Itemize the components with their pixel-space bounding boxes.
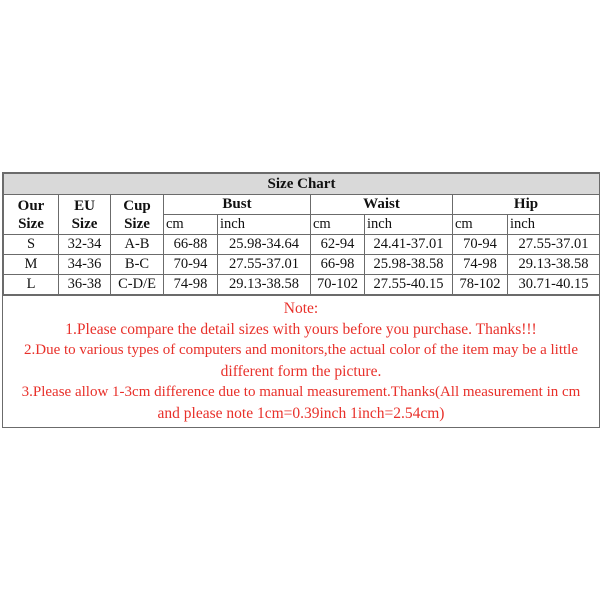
size-chart <box>2 172 600 428</box>
cell-waist-cm: 70-102 <box>311 275 365 295</box>
size-table <box>3 173 600 295</box>
header-bust: Bust <box>164 195 311 215</box>
cell-size: M <box>4 255 59 275</box>
note-line: 3.Please allow 1-3cm difference due to manual measurement.Thanks(All measurement in cm <box>21 384 581 400</box>
cell-hip-inch: 30.71-40.15 <box>508 275 600 295</box>
chart-title: Size Chart <box>4 174 600 195</box>
header-eu-line1: EU <box>74 197 95 214</box>
table-row <box>4 235 600 255</box>
header-eu-line2: Size <box>71 215 98 232</box>
cell-bust-inch: 29.13-38.58 <box>218 275 311 295</box>
cell-size: S <box>4 235 59 255</box>
cell-cup: A-B <box>111 235 164 255</box>
header-cup-size <box>111 195 164 235</box>
cell-size: L <box>4 275 59 295</box>
header-hip: Hip <box>453 195 600 215</box>
note-line: 1.Please compare the detail sizes with yours before you purchase. Thanks!!! <box>65 321 537 338</box>
subheader-bust-cm: cm <box>164 215 218 235</box>
table-row <box>4 255 600 275</box>
header-our-line2: Size <box>18 215 44 232</box>
table-row <box>4 275 600 295</box>
cell-eu: 34-36 <box>59 255 111 275</box>
cell-waist-cm: 62-94 <box>311 235 365 255</box>
cell-hip-cm: 74-98 <box>453 255 508 275</box>
header-cup-line1: Cup <box>123 197 151 214</box>
cell-hip-cm: 78-102 <box>453 275 508 295</box>
cell-waist-inch: 25.98-38.58 <box>365 255 453 275</box>
subheader-hip-inch: inch <box>508 215 600 235</box>
note-line: 2.Due to various types of computers and monitors,the actual color of the item may be a little <box>23 342 579 358</box>
cell-waist-cm: 66-98 <box>311 255 365 275</box>
cell-hip-cm: 70-94 <box>453 235 508 255</box>
cell-cup: C-D/E <box>111 275 164 295</box>
cell-hip-inch: 29.13-38.58 <box>508 255 600 275</box>
subheader-waist-inch: inch <box>365 215 453 235</box>
cell-eu: 36-38 <box>59 275 111 295</box>
cell-bust-cm: 66-88 <box>164 235 218 255</box>
cell-cup: B-C <box>111 255 164 275</box>
header-our-line1: Our <box>17 197 45 214</box>
subheader-bust-inch: inch <box>218 215 311 235</box>
cell-bust-cm: 74-98 <box>164 275 218 295</box>
header-cup-line2: Size <box>124 215 150 232</box>
header-waist: Waist <box>311 195 453 215</box>
cell-waist-inch: 27.55-40.15 <box>365 275 453 295</box>
cell-bust-inch: 27.55-37.01 <box>218 255 311 275</box>
cell-waist-inch: 24.41-37.01 <box>365 235 453 255</box>
header-our-size <box>4 195 59 235</box>
note-line: and please note 1cm=0.39inch 1inch=2.54cm) <box>157 405 445 422</box>
notes-section <box>3 295 599 427</box>
note-line: different form the picture. <box>220 363 382 380</box>
cell-bust-inch: 25.98-34.64 <box>218 235 311 255</box>
cell-bust-cm: 70-94 <box>164 255 218 275</box>
cell-eu: 32-34 <box>59 235 111 255</box>
subheader-hip-cm: cm <box>453 215 508 235</box>
note-heading: Note: <box>283 300 319 317</box>
header-eu-size <box>59 195 111 235</box>
subheader-waist-cm: cm <box>311 215 365 235</box>
cell-hip-inch: 27.55-37.01 <box>508 235 600 255</box>
